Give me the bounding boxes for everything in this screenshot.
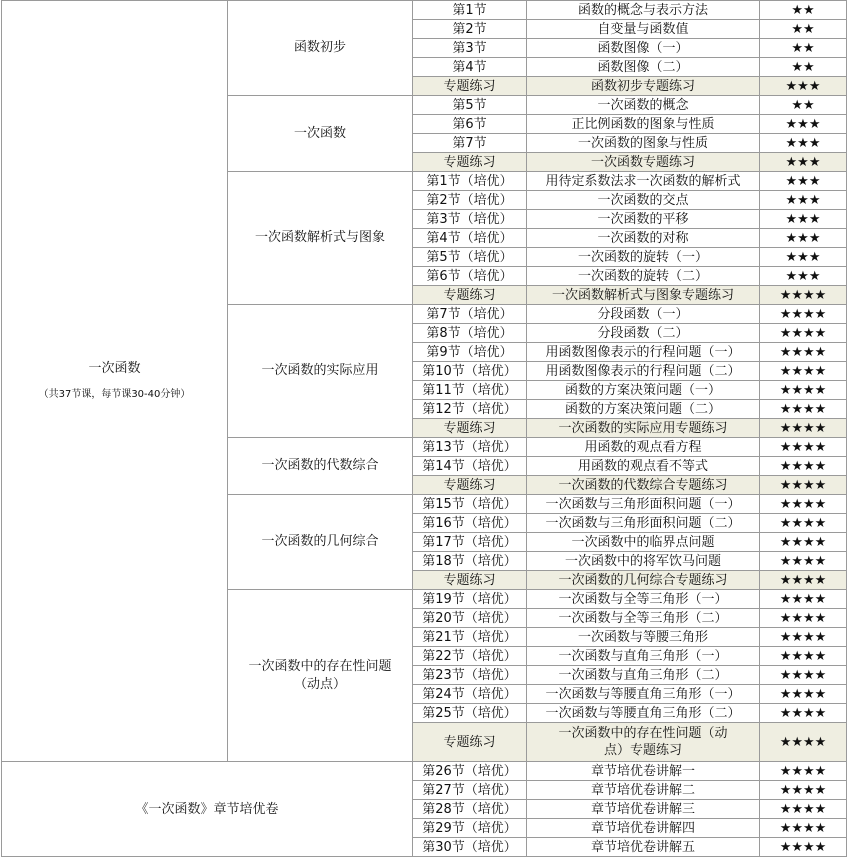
unit-name [228,172,413,305]
section-label: 第13节（培优） [413,438,527,457]
unit-name-text: 一次函数的代数综合 [261,458,379,473]
section-label: 第30节（培优） [413,838,527,857]
topic-label: 一次函数与全等三角形（一） [527,590,760,609]
section-label: 专题练习 [413,419,527,438]
difficulty-stars: ★★★★ [760,438,847,457]
section-label: 专题练习 [413,77,527,96]
unit-name [228,438,413,495]
topic-label: 一次函数与等腰直角三角形（一） [527,685,760,704]
section-label: 第2节 [413,20,527,39]
difficulty-stars: ★★★★ [760,647,847,666]
unit-name-text: 一次函数中的存在性问题（动点） [248,658,392,692]
section-label: 第12节（培优） [413,400,527,419]
section-label: 第6节 [413,115,527,134]
topic-label: 一次函数与三角形面积问题（一） [527,495,760,514]
section-label: 第19节（培优） [413,590,527,609]
difficulty-stars: ★★★ [760,153,847,172]
unit-name-text: 一次函数的实际应用 [261,363,379,378]
section-label: 第27节（培优） [413,781,527,800]
difficulty-stars: ★★★ [760,267,847,286]
difficulty-stars: ★★★★ [760,305,847,324]
topic-label: 一次函数与三角形面积问题（二） [527,514,760,533]
difficulty-stars: ★★★★ [760,343,847,362]
unit-name-text: 一次函数 [293,125,346,141]
section-label: 第3节（培优） [413,210,527,229]
difficulty-stars: ★★★★ [760,819,847,838]
difficulty-stars: ★★ [760,39,847,58]
topic-label: 一次函数中的将军饮马问题 [527,552,760,571]
section-label: 第11节（培优） [413,381,527,400]
section-label: 第1节（培优） [413,172,527,191]
section-label: 第29节（培优） [413,819,527,838]
difficulty-stars: ★★★★ [760,800,847,819]
topic-label: 用函数的观点看方程 [527,438,760,457]
lesson-row [2,1,847,20]
topic-label: 用待定系数法求一次函数的解析式 [527,172,760,191]
section-label: 第9节（培优） [413,343,527,362]
section-label: 第23节（培优） [413,666,527,685]
unit-name [228,1,413,96]
topic-label: 一次函数的旋转（二） [527,267,760,286]
section-label: 专题练习 [413,723,527,762]
difficulty-stars: ★★★★ [760,723,847,762]
course-title-cell [2,1,228,762]
topic-label: 函数的概念与表示方法 [527,1,760,20]
difficulty-stars: ★★★ [760,172,847,191]
difficulty-stars: ★★★★ [760,400,847,419]
difficulty-stars: ★★★★ [760,476,847,495]
topic-label: 分段函数（二） [527,324,760,343]
difficulty-stars: ★★★★ [760,362,847,381]
section-label: 第3节 [413,39,527,58]
topic-label: 一次函数与直角三角形（一） [527,647,760,666]
topic-label: 一次函数的几何综合专题练习 [527,571,760,590]
section-label: 第21节（培优） [413,628,527,647]
section-label: 第8节（培优） [413,324,527,343]
section-label: 第2节（培优） [413,191,527,210]
section-label: 第10节（培优） [413,362,527,381]
topic-label: 一次函数与全等三角形（二） [527,609,760,628]
difficulty-stars: ★★★★ [760,514,847,533]
difficulty-stars: ★★★★ [760,609,847,628]
topic-label: 一次函数中的临界点问题 [527,533,760,552]
topic-label: 章节培优卷讲解一 [527,762,760,781]
section-label: 第4节 [413,58,527,77]
section-label: 第14节（培优） [413,457,527,476]
section-label: 第24节（培优） [413,685,527,704]
course-table [1,0,847,857]
difficulty-stars: ★★★★ [760,381,847,400]
difficulty-stars: ★★★★ [760,628,847,647]
difficulty-stars: ★★★★ [760,324,847,343]
section-label: 第26节（培优） [413,762,527,781]
topic-label: 一次函数解析式与图象专题练习 [527,286,760,305]
section-label: 第4节（培优） [413,229,527,248]
difficulty-stars: ★★★★ [760,286,847,305]
section-label: 第28节（培优） [413,800,527,819]
topic-label: 用函数图像表示的行程问题（二） [527,362,760,381]
topic-label: 自变量与函数值 [527,20,760,39]
section-label: 专题练习 [413,286,527,305]
section-label: 第15节（培优） [413,495,527,514]
unit-name-text: 一次函数的几何综合 [261,534,379,549]
section-label: 第1节 [413,1,527,20]
difficulty-stars: ★★★ [760,77,847,96]
topic-label: 一次函数的代数综合专题练习 [527,476,760,495]
section-label: 第7节（培优） [413,305,527,324]
topic-label: 一次函数的交点 [527,191,760,210]
topic-label: 一次函数与直角三角形（二） [527,666,760,685]
unit-name-text: 一次函数解析式与图象 [254,230,385,245]
difficulty-stars: ★★★ [760,248,847,267]
difficulty-stars: ★★★★ [760,838,847,857]
topic-label: 函数的方案决策问题（二） [527,400,760,419]
section-label: 第25节（培优） [413,704,527,723]
topic-label: 正比例函数的图象与性质 [527,115,760,134]
exam-row [2,762,847,781]
topic-label: 函数初步专题练习 [527,77,760,96]
difficulty-stars: ★★★★ [760,685,847,704]
unit-name [228,96,413,172]
difficulty-stars: ★★★ [760,134,847,153]
section-label: 第5节（培优） [413,248,527,267]
unit-name [228,495,413,590]
difficulty-stars: ★★★ [760,229,847,248]
difficulty-stars: ★★★★ [760,666,847,685]
topic-label: 一次函数的旋转（一） [527,248,760,267]
section-label: 第17节（培优） [413,533,527,552]
topic-label: 章节培优卷讲解三 [527,800,760,819]
difficulty-stars: ★★ [760,96,847,115]
section-label: 专题练习 [413,153,527,172]
topic-label: 分段函数（一） [527,305,760,324]
topic-label: 一次函数的对称 [527,229,760,248]
difficulty-stars: ★★★ [760,210,847,229]
section-label: 第16节（培优） [413,514,527,533]
difficulty-stars: ★★★★ [760,495,847,514]
section-label: 第5节 [413,96,527,115]
difficulty-stars: ★★★★ [760,571,847,590]
topic-label: 一次函数的实际应用专题练习 [527,419,760,438]
topic-label: 章节培优卷讲解四 [527,819,760,838]
topic-label: 章节培优卷讲解五 [527,838,760,857]
difficulty-stars: ★★★★ [760,419,847,438]
difficulty-stars: ★★★★ [760,590,847,609]
section-label: 第18节（培优） [413,552,527,571]
difficulty-stars: ★★★★ [760,552,847,571]
topic-label: 一次函数中的存在性问题（动点）专题练习 [527,723,760,762]
topic-label: 用函数图像表示的行程问题（一） [527,343,760,362]
difficulty-stars: ★★★★ [760,762,847,781]
difficulty-stars: ★★★★ [760,781,847,800]
difficulty-stars: ★★ [760,20,847,39]
unit-name-text: 函数初步 [293,40,346,55]
topic-label: 一次函数与等腰三角形 [527,628,760,647]
difficulty-stars: ★★★★ [760,533,847,552]
topic-label: 一次函数的概念 [527,96,760,115]
section-label: 第6节（培优） [413,267,527,286]
topic-label: 一次函数专题练习 [527,153,760,172]
course-title: 一次函数 [88,361,141,376]
topic-label: 一次函数的图象与性质 [527,134,760,153]
course-subtitle: （共37节课，每节课30-40分钟） [38,389,191,400]
difficulty-stars: ★★ [760,58,847,77]
topic-label: 函数图像（一） [527,39,760,58]
topic-label: 函数图像（二） [527,58,760,77]
section-label: 第22节（培优） [413,647,527,666]
unit-name [228,305,413,438]
topic-label: 一次函数与等腰直角三角形（二） [527,704,760,723]
section-label: 专题练习 [413,571,527,590]
topic-label: 函数的方案决策问题（一） [527,381,760,400]
section-label: 第7节 [413,134,527,153]
topic-label: 用函数的观点看不等式 [527,457,760,476]
topic-label: 章节培优卷讲解二 [527,781,760,800]
section-label: 专题练习 [413,476,527,495]
exam-name: 《一次函数》章节培优卷 [2,762,413,857]
topic-label: 一次函数的平移 [527,210,760,229]
difficulty-stars: ★★★ [760,115,847,134]
difficulty-stars: ★★ [760,1,847,20]
difficulty-stars: ★★★★ [760,457,847,476]
course-table-body [2,1,847,857]
difficulty-stars: ★★★★ [760,704,847,723]
section-label: 第20节（培优） [413,609,527,628]
unit-name [228,590,413,762]
difficulty-stars: ★★★ [760,191,847,210]
